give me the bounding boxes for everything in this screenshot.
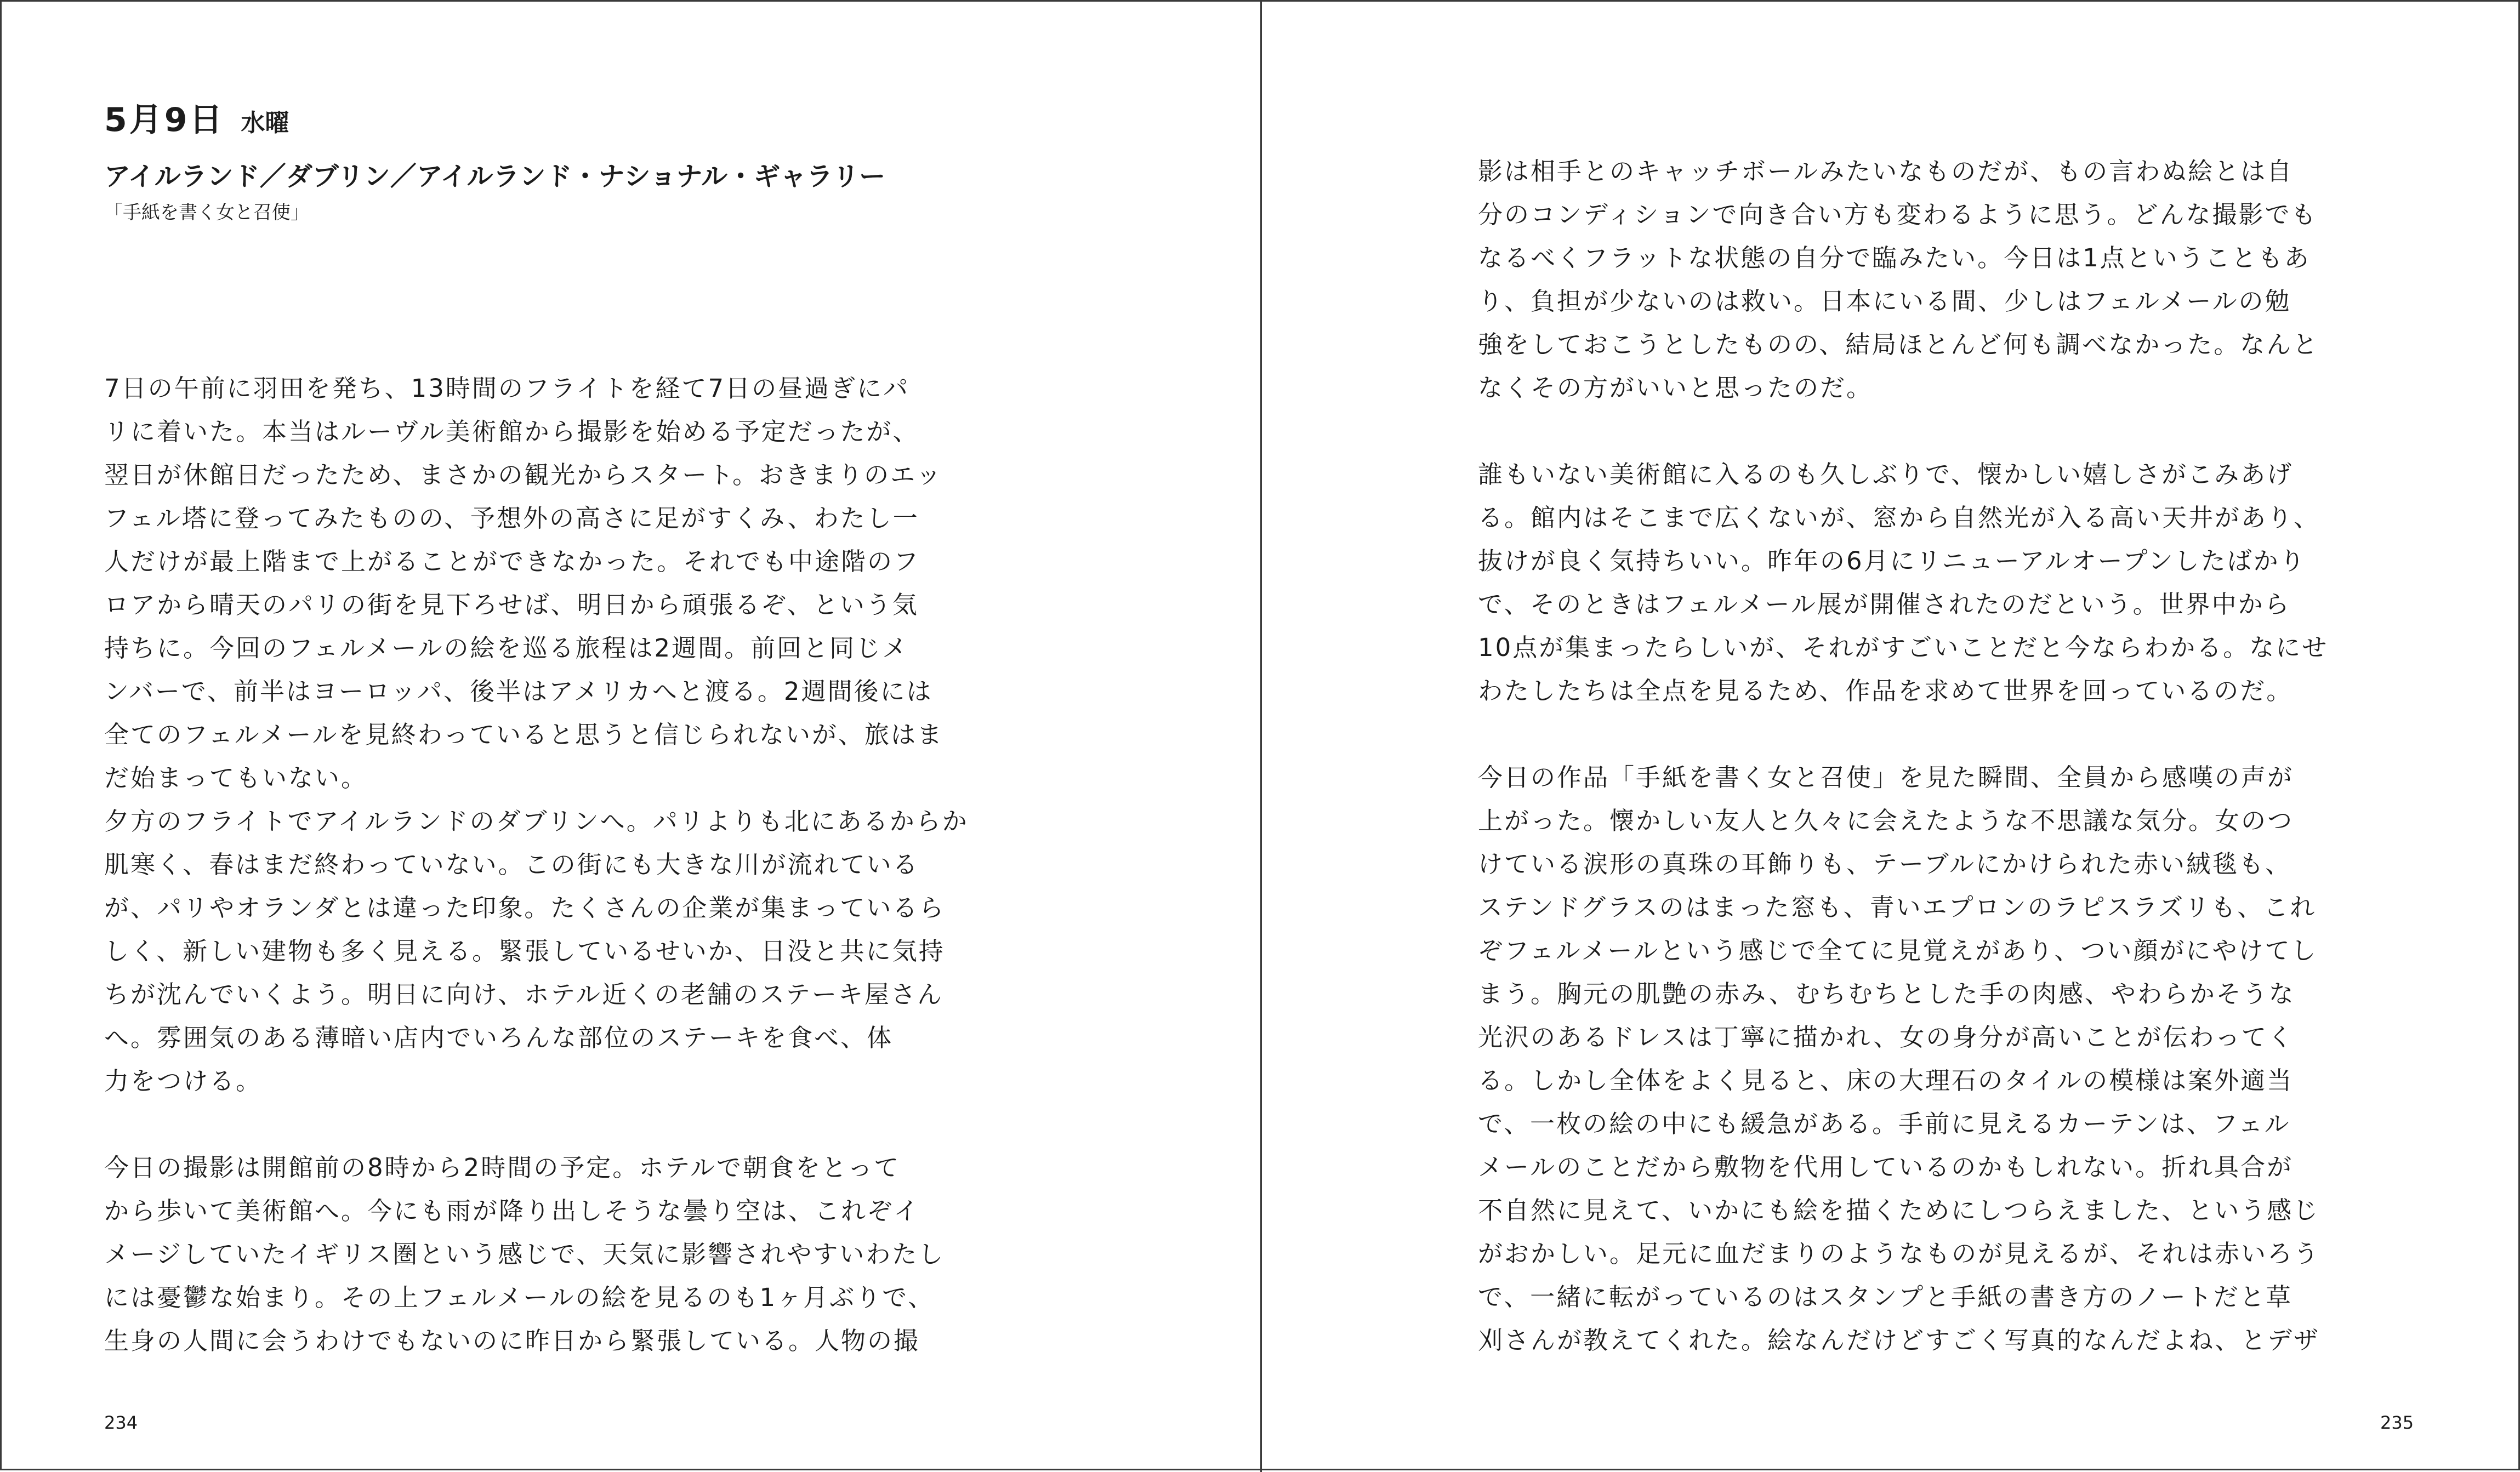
left-body-text [104, 367, 1069, 1362]
text-line: が、パリやオランダとは違った印象。たくさんの企業が集まっているら [104, 893, 946, 922]
text-line: けている涙形の真珠の耳飾りも、テーブルにかけられた赤い絨毯も、 [1478, 849, 2291, 878]
text-line: 影は相手とのキャッチボールみたいなものだが、もの言わぬ絵とは自 [1478, 157, 2294, 186]
page-number-left: 234 [104, 1412, 138, 1433]
text-line: 10点が集まったらしいが、それがすごいことだと今ならわかる。なにせ [1478, 633, 2329, 662]
text-line: り、負担が少ないのは救い。日本にいる間、少しはフェルメールの勉 [1478, 287, 2291, 316]
text-line: ンバーで、前半はヨーロッパ、後半はアメリカへと渡る。2週間後には [104, 677, 933, 706]
text-line: 上がった。懐かしい友人と久々に会えたような不思議な気分。女のつ [1478, 806, 2294, 835]
text-line: 夕方のフライトでアイルランドのダブリンへ。パリよりも北にあるからか [104, 807, 969, 836]
text-line: 抜けが良く気持ちいい。昨年の6月にリニューアルオープンしたばかり [1478, 546, 2306, 575]
text-line: で、そのときはフェルメール展が開催されたのだという。世界中から [1478, 590, 2291, 619]
text-line: 刈さんが教えてくれた。絵なんだけどすごく写真的なんだよね、とデザ [1478, 1326, 2320, 1355]
paragraph-gap [104, 1103, 1069, 1146]
paragraph-gap [1478, 409, 2443, 453]
text-line: 今日の作品「手紙を書く女と召使」を見た瞬間、全員から感嘆の声が [1478, 763, 2294, 792]
text-line: 7日の午前に羽田を発ち、13時間のフライトを経て7日の昼過ぎにパ [104, 374, 910, 403]
text-line: がおかしい。足元に血だまりのようなものが見えるが、それは赤いろう [1478, 1239, 2320, 1268]
text-line: ステンドグラスのはまった窓も、青いエプロンのラピスラズリも、これ [1478, 893, 2317, 922]
text-line: 光沢のあるドレスは丁寧に描かれ、女の身分が高いことが伝わってく [1478, 1023, 2294, 1052]
text-line: 全てのフェルメールを見終わっていると思うと信じられないが、旅はま [104, 720, 944, 749]
text-line: る。館内はそこまで広くないが、窓から自然光が入る高い天井があり、 [1478, 503, 2320, 532]
text-line: で、一緒に転がっているのはスタンプと手紙の書き方のノートだと草 [1478, 1282, 2293, 1311]
entry-artwork-title: 「手紙を書く女と召使」 [104, 202, 309, 224]
entry-location: アイルランド／ダブリン／アイルランド・ナショナル・ギャラリー [104, 161, 886, 192]
text-line: 生身の人間に会うわけでもないのに昨日から緊張している。人物の撮 [104, 1326, 920, 1355]
text-line: まう。胸元の肌艶の赤み、むちむちとした手の肉感、やわらかそうな [1478, 979, 2295, 1008]
text-line: 誰もいない美術館に入るのも久しぶりで、懐かしい嬉しさがこみあげ [1478, 460, 2294, 489]
text-line: メージしていたイギリス圏という感じで、天気に影響されやすいわたし [104, 1240, 945, 1269]
text-line: 肌寒く、春はまだ終わっていない。この街にも大きな川が流れている [104, 850, 919, 879]
text-line: だ始まってもいない。 [104, 763, 368, 792]
text-line: 人だけが最上階まで上がることができなかった。それでも中途階のフ [104, 547, 920, 576]
text-line: から歩いて美術館へ。今にも雨が降り出しそうな曇り空は、これぞイ [104, 1196, 920, 1225]
entry-date-heading [104, 94, 289, 141]
text-line: なくその方がいいと思ったのだ。 [1478, 373, 1873, 402]
text-line: る。しかし全体をよく見ると、床の大理石のタイルの模様は案外適当 [1478, 1066, 2294, 1095]
text-line: ちが沈んでいくよう。明日に向け、ホテル近くの老舗のステーキ屋さん [104, 980, 944, 1009]
text-line: 持ちに。今回のフェルメールの絵を巡る旅程は2週間。前回と同じメ [104, 634, 909, 663]
paragraph-gap [1478, 712, 2443, 756]
text-line: わたしたちは全点を見るため、作品を求めて世界を回っているのだ。 [1478, 676, 2293, 705]
text-line: で、一枚の絵の中にも緩急がある。手前に見えるカーテンは、フェル [1478, 1109, 2291, 1138]
text-line: リに着いた。本当はルーヴル美術館から撮影を始める予定だったが、 [104, 417, 919, 446]
text-line: 力をつける。 [104, 1066, 263, 1096]
entry-day-of-week: 水曜 [241, 109, 289, 137]
text-line: 不自然に見えて、いかにも絵を描くためにしつらえました、という感じ [1478, 1196, 2320, 1225]
text-line: 強をしておこうとしたものの、結局ほとんど何も調べなかった。なんと [1478, 330, 2319, 359]
text-line: には憂鬱な始まり。その上フェルメールの絵を見るのも1ヶ月ぶりで、 [104, 1283, 935, 1312]
text-line: 分のコンディションで向き合い方も変わるように思う。どんな撮影でも [1478, 200, 2318, 229]
page-number-right: 235 [2380, 1412, 2414, 1433]
right-page [1262, 2, 2520, 1472]
left-page [2, 2, 1260, 1472]
text-line: フェル塔に登ってみたものの、予想外の高さに足がすくみ、わたし一 [104, 504, 919, 533]
text-line: 翌日が休館日だったため、まさかの観光からスタート。おきまりのエッ [104, 460, 943, 489]
text-line: へ。雰囲気のある薄暗い店内でいろんな部位のステーキを食べ、体 [104, 1023, 894, 1052]
text-line: 今日の撮影は開館前の8時から2時間の予定。ホテルで朝食をとって [104, 1153, 901, 1182]
entry-date: 5月9日 [104, 101, 225, 139]
text-line: ぞフェルメールという感じで全てに見覚えがあり、つい顔がにやけてし [1478, 936, 2318, 965]
text-line: メールのことだから敷物を代用しているのかもしれない。折れ具合が [1478, 1153, 2294, 1182]
text-line: なるべくフラットな状態の自分で臨みたい。今日は1点ということもあ [1478, 243, 2311, 272]
right-body-text [1478, 150, 2443, 1362]
text-line: しく、新しい建物も多く見える。緊張しているせいか、日没と共に気持 [104, 937, 945, 966]
text-line: ロアから晴天のパリの街を見下ろせば、明日から頑張るぞ、という気 [104, 590, 919, 619]
